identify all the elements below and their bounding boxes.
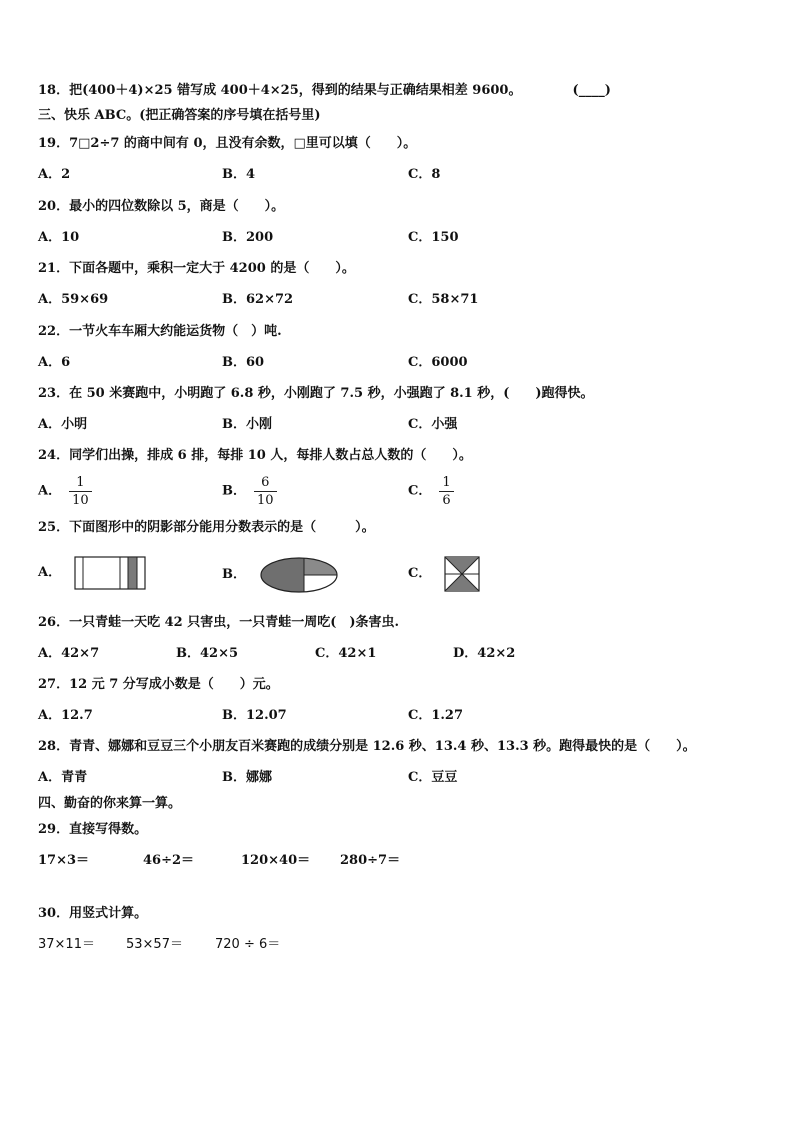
option-b[interactable]: B．娜娜 xyxy=(222,770,272,785)
option-a[interactable]: A．6 xyxy=(38,355,71,370)
fraction xyxy=(254,474,277,509)
question-26-text: 26．一只青蛙一天吃 42 只害虫，一只青蛙一周吃( )条害虫. xyxy=(38,615,400,630)
option-c[interactable]: C．58×71 xyxy=(408,292,479,307)
rectangle-figure xyxy=(74,556,146,590)
question-27-options xyxy=(38,707,758,729)
question-26-options xyxy=(38,645,758,667)
answer-blank[interactable]: (____) xyxy=(572,83,611,98)
option-b[interactable] xyxy=(222,474,277,509)
fraction-numerator: 1 xyxy=(439,474,453,492)
option-b[interactable]: B．42×5 xyxy=(176,646,239,661)
option-label: B． xyxy=(222,483,246,499)
option-b[interactable]: B．12.07 xyxy=(222,708,287,723)
section-heading-3: 三、快乐 ABC。(把正确答案的序号填在括号里) xyxy=(38,108,321,123)
option-c[interactable]: C．豆豆 xyxy=(408,770,458,785)
question-25-options xyxy=(38,556,758,596)
option-a[interactable]: A．2 xyxy=(38,167,71,182)
option-b[interactable] xyxy=(222,556,339,594)
option-b[interactable]: B．200 xyxy=(222,230,274,245)
option-c[interactable]: C．8 xyxy=(408,167,441,182)
fraction-denominator: 10 xyxy=(72,493,89,508)
option-a[interactable]: A．小明 xyxy=(38,417,88,432)
question-21-options xyxy=(38,291,758,313)
ellipse-figure xyxy=(259,556,339,594)
fraction-numerator: 1 xyxy=(69,474,92,492)
question-30-text: 30．用竖式计算。 xyxy=(38,906,148,921)
fraction-denominator: 6 xyxy=(442,493,451,508)
question-28-text: 28．青青、娜娜和豆豆三个小朋友百米赛跑的成绩分别是 12.6 秒、13.4 秒、13.3 秒。跑得最快的是（ ）。 xyxy=(38,739,696,754)
option-label: C． xyxy=(408,483,432,499)
question-30-items xyxy=(38,936,758,958)
question-25-text: 25．下面图形中的阴影部分能用分数表示的是（ ）。 xyxy=(38,520,375,535)
option-b[interactable]: B．60 xyxy=(222,355,265,370)
option-a[interactable]: A．青青 xyxy=(38,770,88,785)
question-22-text: 22．一节火车车厢大约能运货物（ ）吨. xyxy=(38,324,282,339)
question-29-text: 29．直接写得数。 xyxy=(38,822,148,837)
option-label: A． xyxy=(38,565,62,580)
calc-item[interactable]: 280÷7＝ xyxy=(340,853,401,868)
fraction-numerator: 6 xyxy=(254,474,277,492)
option-a[interactable]: A．59×69 xyxy=(38,292,109,307)
calc-item[interactable]: 17×3＝ xyxy=(38,853,90,868)
question-28-options xyxy=(38,769,758,791)
question-18-text: 18．把(400＋4)×25 错写成 400＋4×25，得到的结果与正确结果相差 9600。 xyxy=(38,83,522,98)
fraction xyxy=(439,474,453,509)
question-19-options xyxy=(38,166,758,188)
question-23-options xyxy=(38,416,758,438)
calc-item[interactable]: 37×11＝ xyxy=(38,937,95,952)
question-24-options xyxy=(38,474,758,514)
calc-item[interactable]: 46÷2＝ xyxy=(143,853,195,868)
question-22-options xyxy=(38,354,758,376)
question-24-text: 24．同学们出操，排成 6 排，每排 10 人，每排人数占总人数的（ ）。 xyxy=(38,448,472,463)
calc-item[interactable]: 720 ÷ 6＝ xyxy=(215,937,281,952)
option-d[interactable]: D．42×2 xyxy=(453,646,516,661)
calc-item[interactable]: 120×40＝ xyxy=(241,853,311,868)
question-19-text: 19．7□2÷7 的商中间有 0，且没有余数，□里可以填（ ）。 xyxy=(38,136,417,151)
question-29-items xyxy=(38,852,758,874)
option-c[interactable]: C．6000 xyxy=(408,355,468,370)
option-b[interactable]: B．小刚 xyxy=(222,417,272,432)
option-a[interactable] xyxy=(38,474,92,509)
question-18 xyxy=(38,82,611,100)
fraction xyxy=(69,474,92,509)
option-a[interactable]: A．42×7 xyxy=(38,646,100,661)
question-20-options xyxy=(38,229,758,251)
option-c[interactable]: C．150 xyxy=(408,230,459,245)
option-c[interactable]: C．小强 xyxy=(408,417,458,432)
section-heading-4: 四、勤奋的你来算一算。 xyxy=(38,796,182,811)
option-c[interactable]: C．1.27 xyxy=(408,708,464,723)
question-21-text: 21．下面各题中，乘积一定大于 4200 的是（ ）。 xyxy=(38,261,355,276)
question-20-text: 20．最小的四位数除以 5，商是（ ）。 xyxy=(38,199,285,214)
option-a[interactable] xyxy=(38,556,146,590)
option-c[interactable]: C．42×1 xyxy=(315,646,377,661)
fraction-denominator: 10 xyxy=(257,493,274,508)
question-27-text: 27．12 元 7 分写成小数是（ ）元。 xyxy=(38,677,279,692)
option-b[interactable]: B．4 xyxy=(222,167,256,182)
square-figure xyxy=(444,556,480,592)
option-c[interactable] xyxy=(408,474,454,509)
option-a[interactable]: A．10 xyxy=(38,230,80,245)
option-c[interactable] xyxy=(408,556,480,592)
calc-item[interactable]: 53×57＝ xyxy=(126,937,183,952)
option-b[interactable]: B．62×72 xyxy=(222,292,294,307)
question-23-text: 23．在 50 米赛跑中，小明跑了 6.8 秒，小刚跑了 7.5 秒，小强跑了 8.1 秒，( )跑得快。 xyxy=(38,386,594,401)
option-label: B． xyxy=(222,567,246,582)
option-a[interactable]: A．12.7 xyxy=(38,708,93,723)
option-label: A． xyxy=(38,483,62,499)
option-label: C． xyxy=(408,566,432,581)
